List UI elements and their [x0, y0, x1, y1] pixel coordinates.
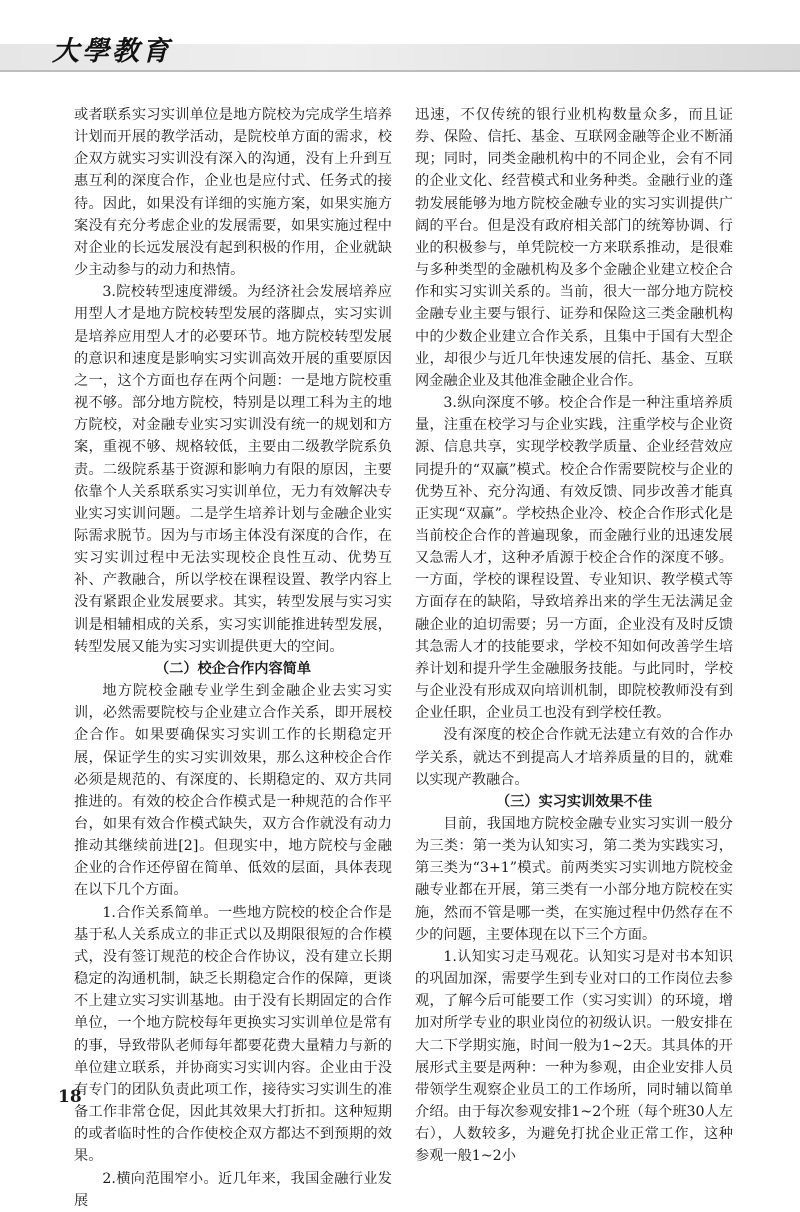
- paragraph: 3.院校转型速度滞缓。为经济社会发展培养应用型人才是地方院校转型发展的落脚点，实习实训是培养应用型人才的必要环节。地方院校转型发展的意识和速度是影响实习实训高效开展的重要原因之一，这个方面也存在两个问题：一是地方院校重视不够。部分地方院校，特别是以理工科为主的地方院校，对金融专业实习实训没有统一的规划和方案，重视不够、规格较低，主要由二级教学院系负责。二级院系基于资源和影响力有限的原因，主要依靠个人关系联系实习实训单位，无力有效解决专业实习实训问题。二是学生培养计划与金融企业实际需求脱节。因为与市场主体没有深度的合作，在实习实训过程中无法实现校企良性互动、优势互补、产教融合，所以学校在课程设置、教学内容上没有紧跟企业发展要求。其实，转型发展与实习实训是相辅相成的关系，实习实训能推进转型发展，转型发展又能为实习实训提供更大的空间。: [74, 284, 392, 655]
- paragraph: 3.纵向深度不够。校企合作是一种注重培养质量，注重在校学习与企业实践，注重学校与企业资源、信息共享，实现学校教学质量、企业经营效应同提升的“双赢”模式。校企合作需要院校与企业的优势互补、充分沟通、有效反馈、同步改善才能真正实现“双赢”。学校热企业冷、校企合作形式化是当前校企合作的普遍现象，而金融行业的迅速发展又急需人才，这种矛盾源于校企合作的深度不够。一方面，学校的课程设置、专业知识、教学模式等方面存在的缺陷，导致培养出来的学生无法满足金融企业的迫切需要；另一方面，企业没有及时反馈其急需人才的技能要求，学校不知如何改善学生培养计划和提升学生金融服务技能。与此同时，学校与企业没有形成双向培训机制，即院校教师没有到企业任职，企业员工也没有到学校任教。: [415, 395, 733, 722]
- section-heading: （二）校企合作内容简单: [154, 660, 312, 677]
- masthead: [0, 0, 800, 92]
- paragraph: 1.合作关系简单。一些地方院校的校企合作是基于私人关系成立的非正式以及期限很短的合作模式，没有签订规范的校企合作协议，没有建立长期稳定的沟通机制，缺乏长期稳定合作的保障，更谈不上建立实习实训基地。由于没有长期固定的合作单位，一个地方院校每年更换实习实训单位是常有的事，导致带队老师每年都要花费大量精力与新的单位建立联系，并协商实习实训内容。企业由于没有专门的团队负责此项工作，接待实习实训生的准备工作非常仓促，因此其效果大打折扣。这种短期的或者临时性的合作使校企双方都达不到预期的效果。: [74, 904, 392, 1165]
- section-heading: （三）实习实训效果不佳: [495, 793, 653, 810]
- paragraph: 没有深度的校企合作就无法建立有效的合作办学关系，就达不到提高人才培养质量的目的，就难以实现产教融合。: [415, 727, 733, 788]
- journal-title: 大學教育: [52, 36, 172, 67]
- paragraph: 迅速，不仅传统的银行业机构数量众多，而且证券、保险、信托、基金、互联网金融等企业不断涌现；同时，同类金融机构中的不同企业，会有不同的企业文化、经营模式和业务种类。金融行业的蓬勃发展能够为地方院校金融专业的实习实训提供广阔的平台。但是没有政府相关部门的统筹协调、行业的积极参与，单凭院校一方来联系推动，是很难与多种类型的金融机构及多个金融企业建立校企合作和实习实训关系的。当前，很大一部分地方院校金融专业主要与银行、证券和保险这三类金融机构中的少数企业建立合作关系，且集中于国有大型企业，却很少与近几年快速发展的信托、基金、互联网金融企业及其他准金融企业合作。: [415, 107, 733, 389]
- page-number: 18: [58, 1087, 82, 1107]
- paragraph: 或者联系实习实训单位是地方院校为完成学生培养计划而开展的教学活动，是院校单方面的需求，校企双方就实习实训没有深入的沟通，没有上升到互惠互利的深度合作，企业也是应付式、任务式的接待。因此，如果没有详细的实施方案，如果实施方案没有充分考虑企业的发展需要，如果实施过程中对企业的长远发展没有起到积极的作用，企业就缺少主动参与的动力和热情。: [74, 107, 392, 279]
- paragraph: 1.认知实习走马观花。认知实习是对书本知识的巩固加深，需要学生到专业对口的工作岗位去参观，了解今后可能要工作（实习实训）的环境，增加对所学专业的职业岗位的初级认识。一般安排在大二下学期实施，时间一般为1~2天。其具体的开展形式主要是两种：一种为参观，由企业安排人员带领学生观察企业员工的工作场所，同时辅以简单介绍。由于每次参观安排1~2个班（每个班30人左右），人数较多，为避免打扰企业正常工作，这种参观一般1~2小: [415, 948, 733, 1165]
- paragraph: 地方院校金融专业学生到金融企业去实习实训，必然需要院校与企业建立合作关系，即开展校企合作。如果要确保实习实训工作的长期稳定开展，保证学生的实习实训效果，那么这种校企合作必须是规范的、有深度的、长期稳定的、双方共同推进的。有效的校企合作模式是一种规范的合作平台，如果有效合作模式缺失，双方合作就没有动力推动其继续前进[2]。但现实中，地方院校与金融企业的合作还停留在简单、低效的层面，具体表现在以下几个方面。: [74, 683, 392, 899]
- right-column: [415, 104, 733, 1165]
- paragraph: 2.横向范围窄小。近几年来，我国金融行业发展: [74, 1170, 392, 1209]
- left-column: [74, 104, 392, 1209]
- paragraph: 目前，我国地方院校金融专业实习实训一般分为三类：第一类为认知实习，第二类为实践实习，第三类为“3+1”模式。前两类实习实训地方院校金融专业都在开展，第三类有一小部分地方院校在实施，然而不管是哪一类，在实施过程中仍然存在不少的问题，主要体现在以下三个方面。: [415, 816, 733, 943]
